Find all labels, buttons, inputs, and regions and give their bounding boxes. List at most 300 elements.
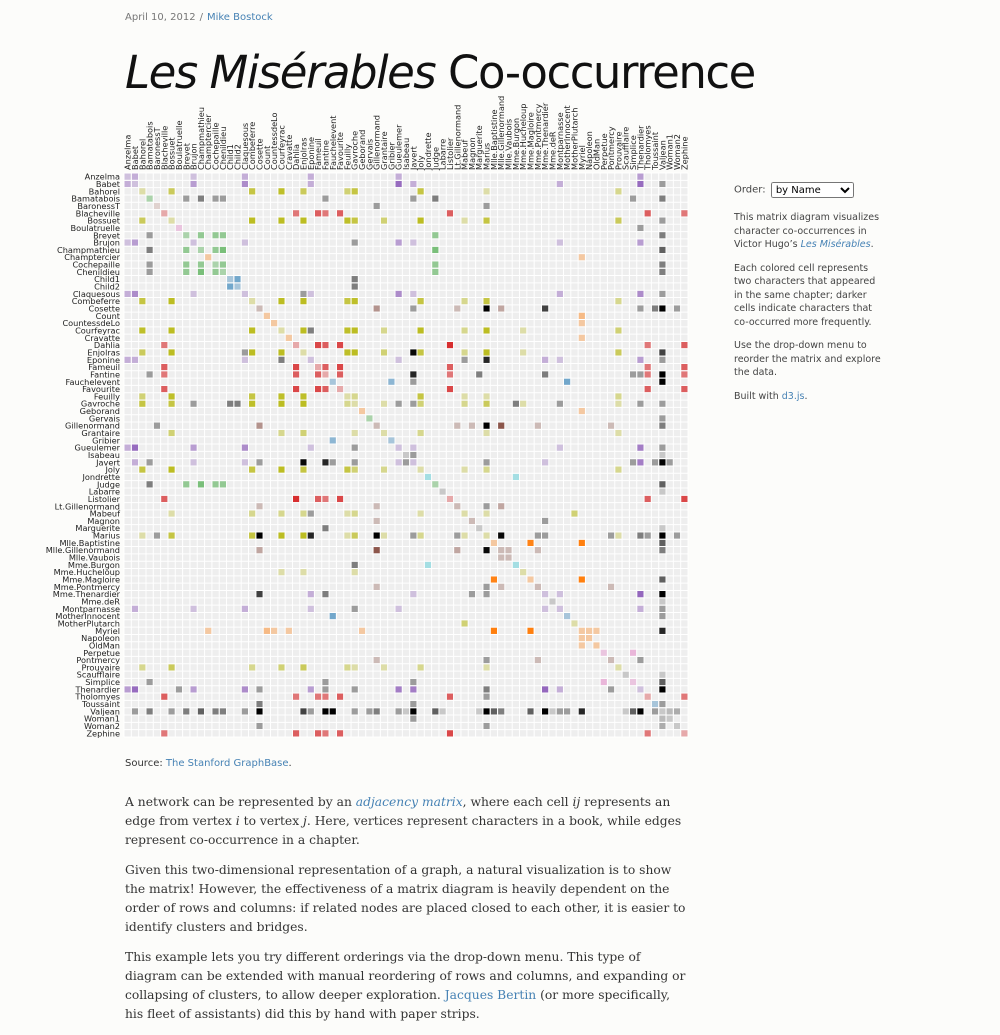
row-label[interactable]: Valjean [90, 706, 120, 717]
matrix-cell[interactable] [388, 437, 394, 443]
matrix-cell[interactable] [615, 401, 621, 407]
matrix-cell[interactable] [571, 510, 577, 516]
matrix-cell[interactable] [300, 291, 306, 297]
matrix-cell[interactable] [403, 452, 409, 458]
matrix-cell[interactable] [242, 357, 248, 363]
matrix-cell[interactable] [139, 327, 145, 333]
matrix-cell[interactable] [256, 723, 262, 729]
matrix-cell[interactable] [330, 379, 336, 385]
matrix-cell[interactable] [212, 261, 218, 267]
matrix-cell[interactable] [161, 496, 167, 502]
matrix-cell[interactable] [615, 349, 621, 355]
column-label[interactable]: Brevet [181, 143, 192, 170]
matrix-cell[interactable] [249, 393, 255, 399]
matrix-cell[interactable] [139, 664, 145, 670]
matrix-cell[interactable] [183, 195, 189, 201]
row-label[interactable]: Mlle.Vaubois [68, 552, 120, 563]
row-label[interactable]: Combeferre [71, 296, 120, 307]
matrix-cell[interactable] [198, 708, 204, 714]
matrix-cell[interactable] [300, 430, 306, 436]
matrix-cell[interactable] [637, 239, 643, 245]
matrix-cell[interactable] [659, 379, 665, 385]
matrix-cell[interactable] [381, 532, 387, 538]
matrix-cell[interactable] [410, 401, 416, 407]
matrix-cell[interactable] [476, 525, 482, 531]
matrix-cell[interactable] [278, 466, 284, 472]
matrix-cell[interactable] [586, 635, 592, 641]
matrix-cell[interactable] [615, 188, 621, 194]
matrix-cell[interactable] [667, 708, 673, 714]
matrix-cell[interactable] [681, 371, 687, 377]
matrix-cell[interactable] [454, 305, 460, 311]
matrix-cell[interactable] [168, 664, 174, 670]
matrix-cell[interactable] [410, 716, 416, 722]
matrix-cell[interactable] [146, 371, 152, 377]
matrix-cell[interactable] [564, 613, 570, 619]
row-label[interactable]: Pontmercy [76, 655, 120, 666]
column-label[interactable]: Zephine [679, 136, 690, 170]
row-label[interactable]: Bossuet [87, 215, 120, 226]
matrix-cell[interactable] [344, 188, 350, 194]
matrix-cell[interactable] [659, 606, 665, 612]
matrix-cell[interactable] [608, 584, 614, 590]
column-label[interactable]: Isabeau [401, 137, 411, 170]
row-label[interactable]: Prouvaire [81, 662, 120, 673]
matrix-cell[interactable] [132, 686, 138, 692]
matrix-cell[interactable] [352, 393, 358, 399]
matrix-cell[interactable] [659, 679, 665, 685]
row-label[interactable]: Champmathieu [57, 244, 120, 255]
matrix-cell[interactable] [498, 547, 504, 553]
matrix-cell[interactable] [352, 532, 358, 538]
matrix-cell[interactable] [476, 708, 482, 714]
matrix-cell[interactable] [220, 195, 226, 201]
matrix-cell[interactable] [234, 401, 240, 407]
matrix-cell[interactable] [630, 371, 636, 377]
matrix-cell[interactable] [183, 247, 189, 253]
column-label[interactable]: Mme.Burgon [510, 117, 521, 170]
column-label[interactable]: CountessdeLo [269, 112, 280, 170]
matrix-cell[interactable] [220, 247, 226, 253]
column-label[interactable]: Gavroche [349, 130, 360, 170]
matrix-cell[interactable] [161, 342, 167, 348]
matrix-cell[interactable] [461, 510, 467, 516]
matrix-cell[interactable] [227, 401, 233, 407]
matrix-cell[interactable] [300, 393, 306, 399]
matrix-cell[interactable] [168, 188, 174, 194]
matrix-cell[interactable] [645, 496, 651, 502]
matrix-cell[interactable] [674, 532, 680, 538]
matrix-cell[interactable] [498, 584, 504, 590]
matrix-cell[interactable] [308, 532, 314, 538]
matrix-cell[interactable] [615, 327, 621, 333]
matrix-cell[interactable] [432, 247, 438, 253]
matrix-cell[interactable] [278, 357, 284, 363]
matrix-cell[interactable] [461, 298, 467, 304]
row-label[interactable]: CountessdeLo [62, 318, 120, 329]
matrix-cell[interactable] [220, 261, 226, 267]
matrix-cell[interactable] [505, 554, 511, 560]
matrix-cell[interactable] [659, 415, 665, 421]
matrix-cell[interactable] [432, 269, 438, 275]
matrix-cell[interactable] [125, 445, 131, 451]
matrix-cell[interactable] [396, 686, 402, 692]
matrix-cell[interactable] [190, 174, 196, 180]
matrix-cell[interactable] [249, 532, 255, 538]
matrix-cell[interactable] [659, 716, 665, 722]
matrix-cell[interactable] [410, 445, 416, 451]
matrix-cell[interactable] [249, 401, 255, 407]
matrix-cell[interactable] [491, 708, 497, 714]
row-label[interactable]: Bamatabois [71, 193, 120, 204]
matrix-cell[interactable] [227, 283, 233, 289]
matrix-cell[interactable] [249, 327, 255, 333]
matrix-cell[interactable] [659, 540, 665, 546]
row-label[interactable]: Gribier [92, 435, 120, 446]
column-label[interactable]: Mlle.Vaubois [503, 118, 514, 170]
matrix-cell[interactable] [645, 694, 651, 700]
column-label[interactable]: Combeferre [247, 121, 258, 170]
matrix-cell[interactable] [154, 532, 160, 538]
matrix-cell[interactable] [139, 532, 145, 538]
matrix-cell[interactable] [322, 496, 328, 502]
matrix-cell[interactable] [615, 466, 621, 472]
matrix-cell[interactable] [278, 401, 284, 407]
matrix-cell[interactable] [659, 349, 665, 355]
matrix-cell[interactable] [491, 540, 497, 546]
matrix-cell[interactable] [322, 708, 328, 714]
matrix-cell[interactable] [491, 576, 497, 582]
matrix-cell[interactable] [608, 423, 614, 429]
source-link[interactable]: The Stanford GraphBase [165, 758, 289, 769]
row-label[interactable]: Anzelma [84, 171, 120, 182]
matrix-cell[interactable] [396, 401, 402, 407]
matrix-cell[interactable] [293, 730, 299, 736]
matrix-cell[interactable] [579, 540, 585, 546]
matrix-cell[interactable] [681, 386, 687, 392]
matrix-cell[interactable] [322, 386, 328, 392]
matrix-cell[interactable] [659, 532, 665, 538]
matrix-cell[interactable] [535, 657, 541, 663]
column-label[interactable]: Jondrette [422, 132, 433, 170]
matrix-cell[interactable] [278, 327, 284, 333]
matrix-cell[interactable] [659, 401, 665, 407]
matrix-cell[interactable] [410, 379, 416, 385]
matrix-cell[interactable] [190, 291, 196, 297]
matrix-cell[interactable] [278, 664, 284, 670]
matrix-cell[interactable] [278, 188, 284, 194]
matrix-cell[interactable] [432, 261, 438, 267]
column-label[interactable]: Mabeuf [459, 139, 470, 170]
matrix-cell[interactable] [198, 232, 204, 238]
matrix-cell[interactable] [542, 459, 548, 465]
row-label[interactable]: Mme.deR [81, 596, 120, 607]
matrix-cell[interactable] [168, 510, 174, 516]
row-label[interactable]: Brevet [93, 230, 120, 241]
matrix-cell[interactable] [535, 532, 541, 538]
matrix-cell[interactable] [637, 181, 643, 187]
matrix-cell[interactable] [579, 576, 585, 582]
matrix-cell[interactable] [637, 606, 643, 612]
matrix-cell[interactable] [352, 466, 358, 472]
column-label[interactable]: Anzelma [122, 134, 133, 170]
matrix-cell[interactable] [520, 349, 526, 355]
matrix-cell[interactable] [374, 547, 380, 553]
matrix-cell[interactable] [256, 503, 262, 509]
matrix-cell[interactable] [461, 217, 467, 223]
matrix-cell[interactable] [615, 298, 621, 304]
matrix-cell[interactable] [322, 195, 328, 201]
matrix-cell[interactable] [344, 664, 350, 670]
matrix-cell[interactable] [659, 613, 665, 619]
matrix-cell[interactable] [337, 496, 343, 502]
column-label[interactable]: Magnon [466, 137, 477, 170]
row-label[interactable]: OldMan [88, 640, 120, 651]
matrix-cell[interactable] [483, 503, 489, 509]
matrix-cell[interactable] [630, 650, 636, 656]
matrix-cell[interactable] [352, 459, 358, 465]
row-label[interactable]: Listolier [87, 493, 120, 504]
matrix-cell[interactable] [337, 694, 343, 700]
matrix-cell[interactable] [681, 730, 687, 736]
matrix-cell[interactable] [659, 217, 665, 223]
column-label[interactable]: Listolier [444, 137, 455, 170]
matrix-cell[interactable] [146, 269, 152, 275]
matrix-cell[interactable] [557, 401, 563, 407]
matrix-cell[interactable] [256, 459, 262, 465]
matrix-cell[interactable] [308, 606, 314, 612]
matrix-cell[interactable] [637, 305, 643, 311]
column-label[interactable]: Fauchelevent [327, 115, 338, 170]
matrix-cell[interactable] [352, 562, 358, 568]
matrix-cell[interactable] [601, 679, 607, 685]
matrix-cell[interactable] [161, 364, 167, 370]
matrix-cell[interactable] [527, 628, 533, 634]
row-label[interactable]: Fameuil [88, 362, 120, 373]
column-label[interactable]: Count [261, 145, 272, 170]
matrix-cell[interactable] [256, 547, 262, 553]
matrix-cell[interactable] [337, 342, 343, 348]
matrix-cell[interactable] [403, 459, 409, 465]
matrix-cell[interactable] [593, 628, 599, 634]
matrix-cell[interactable] [410, 305, 416, 311]
matrix-cell[interactable] [374, 503, 380, 509]
matrix-cell[interactable] [579, 335, 585, 341]
matrix-cell[interactable] [652, 305, 658, 311]
matrix-cell[interactable] [337, 364, 343, 370]
matrix-cell[interactable] [234, 283, 240, 289]
matrix-cell[interactable] [256, 423, 262, 429]
matrix-cell[interactable] [425, 562, 431, 568]
matrix-cell[interactable] [659, 628, 665, 634]
matrix-cell[interactable] [417, 664, 423, 670]
matrix-cell[interactable] [352, 510, 358, 516]
matrix-cell[interactable] [454, 532, 460, 538]
matrix-cell[interactable] [381, 349, 387, 355]
matrix-cell[interactable] [256, 708, 262, 714]
matrix-cell[interactable] [344, 401, 350, 407]
matrix-cell[interactable] [344, 327, 350, 333]
matrix-cell[interactable] [432, 232, 438, 238]
matrix-cell[interactable] [293, 496, 299, 502]
adjacency-matrix-link[interactable]: adjacency matrix [355, 795, 463, 809]
matrix-cell[interactable] [542, 357, 548, 363]
matrix-cell[interactable] [278, 393, 284, 399]
matrix-cell[interactable] [579, 635, 585, 641]
matrix-cell[interactable] [220, 232, 226, 238]
row-label[interactable]: Labarre [88, 486, 120, 497]
matrix-cell[interactable] [674, 305, 680, 311]
matrix-cell[interactable] [527, 540, 533, 546]
matrix-cell[interactable] [322, 364, 328, 370]
matrix-cell[interactable] [381, 430, 387, 436]
matrix-cell[interactable] [637, 445, 643, 451]
matrix-cell[interactable] [381, 401, 387, 407]
matrix-cell[interactable] [659, 195, 665, 201]
matrix-cell[interactable] [190, 445, 196, 451]
matrix-cell[interactable] [520, 569, 526, 575]
matrix-cell[interactable] [374, 708, 380, 714]
row-label[interactable]: Jondrette [82, 471, 120, 482]
matrix-cell[interactable] [249, 349, 255, 355]
column-label[interactable]: Pontmercy [606, 126, 617, 170]
matrix-cell[interactable] [344, 532, 350, 538]
matrix-cell[interactable] [198, 247, 204, 253]
column-label[interactable]: Gervais [364, 138, 375, 170]
column-label[interactable]: Child1 [225, 144, 236, 170]
matrix-cell[interactable] [637, 459, 643, 465]
matrix-cell[interactable] [542, 371, 548, 377]
matrix-cell[interactable] [564, 379, 570, 385]
matrix-cell[interactable] [498, 503, 504, 509]
column-label[interactable]: Favourite [335, 132, 346, 170]
row-label[interactable]: Champtercier [64, 252, 120, 263]
column-label[interactable]: Marius [481, 142, 492, 170]
matrix-cell[interactable] [139, 217, 145, 223]
matrix-cell[interactable] [681, 210, 687, 216]
matrix-cell[interactable] [183, 269, 189, 275]
matrix-cell[interactable] [352, 298, 358, 304]
row-label[interactable]: Gueulemer [74, 442, 120, 453]
column-label[interactable]: Enjolras [298, 137, 309, 170]
matrix-cell[interactable] [637, 401, 643, 407]
matrix-cell[interactable] [168, 532, 174, 538]
row-label[interactable]: Isabeau [87, 450, 120, 460]
matrix-cell[interactable] [139, 298, 145, 304]
column-label[interactable]: BaronessT [151, 127, 162, 170]
column-label[interactable]: Joly [415, 155, 426, 170]
matrix-cell[interactable] [396, 606, 402, 612]
matrix-cell[interactable] [483, 694, 489, 700]
matrix-cell[interactable] [249, 188, 255, 194]
matrix-cell[interactable] [300, 459, 306, 465]
matrix-cell[interactable] [300, 708, 306, 714]
matrix-cell[interactable] [637, 225, 643, 231]
matrix-cell[interactable] [615, 664, 621, 670]
matrix-cell[interactable] [242, 708, 248, 714]
matrix-cell[interactable] [352, 239, 358, 245]
matrix-cell[interactable] [293, 210, 299, 216]
column-label[interactable]: Blacheville [159, 125, 170, 170]
matrix-cell[interactable] [286, 628, 292, 634]
matrix-cell[interactable] [271, 628, 277, 634]
column-label[interactable]: Cochepaille [210, 122, 221, 170]
matrix-cell[interactable] [308, 327, 314, 333]
matrix-cell[interactable] [190, 459, 196, 465]
matrix-cell[interactable] [461, 466, 467, 472]
matrix-cell[interactable] [337, 730, 343, 736]
matrix-cell[interactable] [542, 532, 548, 538]
matrix-cell[interactable] [579, 320, 585, 326]
column-label[interactable]: Judge [430, 146, 441, 170]
matrix-cell[interactable] [498, 423, 504, 429]
row-label[interactable]: Dahlia [93, 340, 120, 351]
matrix-cell[interactable] [205, 254, 211, 260]
matrix-cell[interactable] [352, 283, 358, 289]
author-link[interactable]: Mike Bostock [206, 12, 273, 23]
row-label[interactable]: Cochepaille [72, 259, 120, 270]
matrix-cell[interactable] [337, 371, 343, 377]
matrix-cell[interactable] [579, 313, 585, 319]
matrix-cell[interactable] [557, 357, 563, 363]
column-label[interactable]: Eponine [305, 136, 316, 170]
matrix-cell[interactable] [483, 466, 489, 472]
matrix-cell[interactable] [242, 686, 248, 692]
row-label[interactable]: Grantaire [81, 428, 120, 439]
matrix-cell[interactable] [359, 408, 365, 414]
row-label[interactable]: Javert [96, 457, 120, 468]
matrix-cell[interactable] [579, 628, 585, 634]
matrix-cell[interactable] [125, 291, 131, 297]
matrix-cell[interactable] [483, 584, 489, 590]
matrix-cell[interactable] [417, 430, 423, 436]
row-label[interactable]: Myriel [95, 625, 120, 636]
matrix-cell[interactable] [315, 364, 321, 370]
row-label[interactable]: Mlle.Gillenormand [45, 545, 120, 556]
matrix-cell[interactable] [659, 576, 665, 582]
matrix-cell[interactable] [256, 686, 262, 692]
matrix-cell[interactable] [146, 261, 152, 267]
column-label[interactable]: Mme.Pontmercy [532, 103, 543, 170]
matrix-cell[interactable] [637, 357, 643, 363]
matrix-cell[interactable] [410, 701, 416, 707]
matrix-cell[interactable] [308, 291, 314, 297]
matrix-cell[interactable] [623, 708, 629, 714]
matrix-cell[interactable] [242, 239, 248, 245]
matrix-cell[interactable] [432, 195, 438, 201]
matrix-cell[interactable] [417, 298, 423, 304]
row-label[interactable]: Woman2 [83, 721, 120, 732]
matrix-cell[interactable] [586, 628, 592, 634]
matrix-cell[interactable] [659, 672, 665, 678]
matrix-cell[interactable] [535, 547, 541, 553]
matrix-cell[interactable] [417, 327, 423, 333]
column-label[interactable]: Napoleon [584, 131, 595, 170]
matrix-cell[interactable] [410, 371, 416, 377]
matrix-cell[interactable] [645, 210, 651, 216]
matrix-cell[interactable] [161, 386, 167, 392]
column-label[interactable]: Courfeyrac [276, 125, 287, 170]
matrix-cell[interactable] [513, 562, 519, 568]
matrix-cell[interactable] [212, 232, 218, 238]
row-label[interactable]: Mme.Burgon [67, 559, 120, 570]
matrix-cell[interactable] [535, 584, 541, 590]
row-label[interactable]: Eponine [86, 354, 120, 365]
matrix-cell[interactable] [396, 291, 402, 297]
column-label[interactable]: Javert [408, 146, 419, 170]
matrix-cell[interactable] [154, 203, 160, 209]
matrix-cell[interactable] [557, 181, 563, 187]
